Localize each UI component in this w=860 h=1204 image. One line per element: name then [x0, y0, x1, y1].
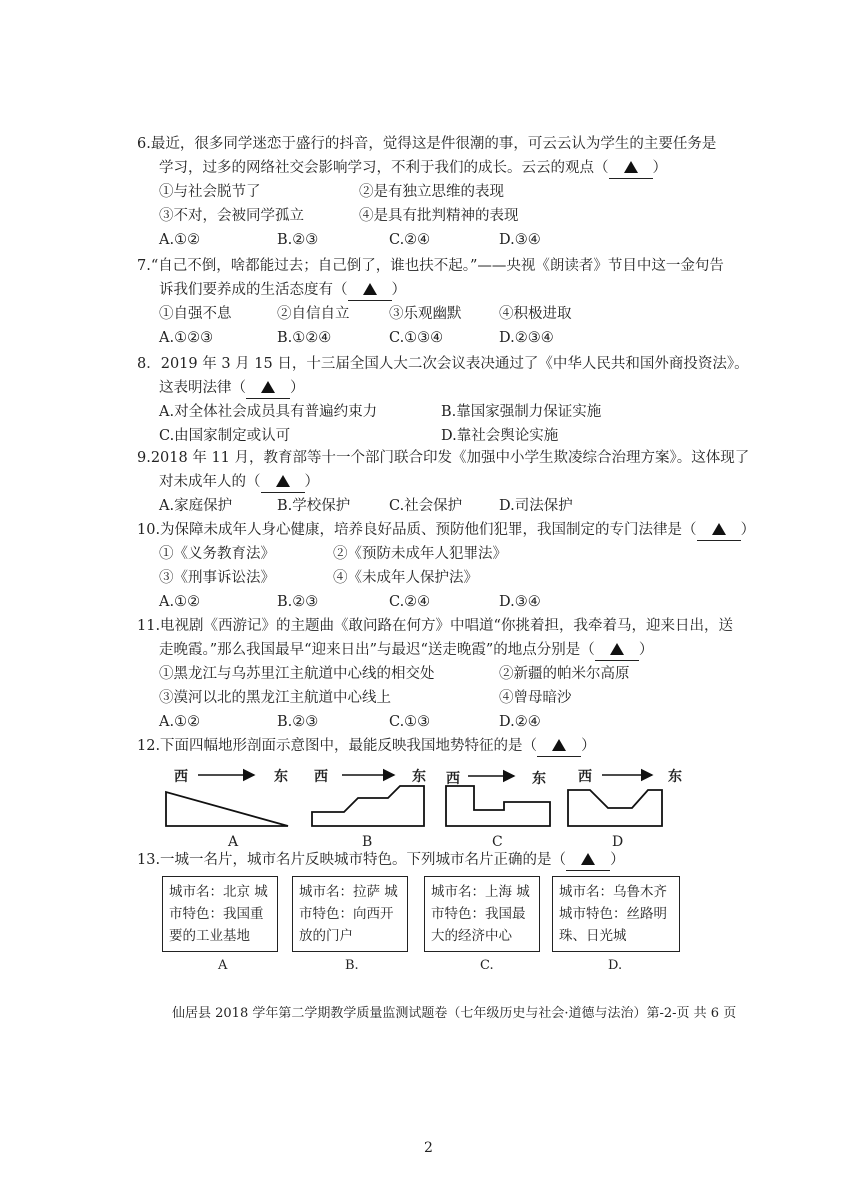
item: ②《预防未成年人犯罪法》 — [333, 546, 507, 562]
question-8-options-row-2 — [137, 424, 749, 448]
option-b[interactable]: B.靠国家强制力保证实施 — [441, 404, 602, 420]
city-card-label-c: C. — [480, 958, 494, 973]
item: ②是有独立思维的表现 — [359, 184, 504, 200]
item: ④曾母暗沙 — [499, 690, 572, 706]
triangle-icon — [276, 475, 290, 487]
question-8-stem-1: 8．2019 年 3 月 15 日，十三届全国人大二次会议表决通过了《中华人民共和国外商投资法》。 — [137, 356, 749, 372]
profile-label-c[interactable]: C — [492, 834, 503, 850]
profile-c — [446, 786, 550, 826]
question-12 — [137, 734, 596, 758]
terrain-svg — [162, 764, 722, 854]
item: ②自信自立 — [277, 306, 350, 322]
answer-blank[interactable] — [595, 642, 639, 661]
item: ③《刑事诉讼法》 — [159, 570, 275, 586]
question-10 — [137, 518, 755, 614]
question-11-items-row-2 — [137, 686, 733, 710]
question-10-stem: 10.为保障未成年人身心健康，培养良好品质、预防他们犯罪，我国制定的专门法律是（ ） — [137, 518, 755, 542]
answer-blank[interactable] — [537, 738, 581, 757]
question-9-options — [137, 494, 749, 518]
answer-blank[interactable] — [246, 380, 290, 399]
option-c[interactable]: C.由国家制定或认可 — [159, 428, 291, 444]
city-card-b[interactable]: 城市名：拉萨 城市特色：向西开放的门户 — [292, 876, 408, 952]
city-card-a[interactable]: 城市名：北京 城市特色：我国重要的工业基地 — [162, 876, 278, 952]
east-label: 东 — [532, 771, 546, 787]
question-11-stem-1: 11.电视剧《西游记》的主题曲《敢问路在何方》中唱道“你挑着担，我牵着马，迎来日出，送 — [137, 618, 733, 634]
triangle-icon — [261, 381, 275, 393]
option-a[interactable]: A.对全体社会成员具有普遍约束力 — [159, 404, 378, 420]
triangle-icon — [624, 161, 638, 173]
option-a[interactable]: A.①② — [159, 232, 201, 248]
item: ④《未成年人保护法》 — [333, 570, 478, 586]
west-label: 西 — [314, 769, 328, 785]
item: ④积极进取 — [499, 306, 572, 322]
question-12-stem: 12.下面四幅地形剖面示意图中，最能反映我国地势特征的是（ ） — [137, 734, 596, 758]
question-13-stem: 13.一城一名片，城市名片反映城市特色。下列城市名片正确的是（ ） — [137, 848, 625, 872]
question-13 — [137, 848, 625, 872]
question-9-stem-2: 对未成年人的（ ） — [137, 470, 749, 494]
answer-blank[interactable] — [609, 160, 653, 179]
question-7-stem-1: 7.“自己不倒，啥都能过去；自己倒了，谁也扶不起。”——央视《朗读者》节目中这一金句告 — [137, 258, 724, 274]
question-7-items — [137, 302, 724, 326]
city-card-d[interactable]: 城市名：乌鲁木齐 城市特色：丝路明珠、日光城 — [552, 876, 680, 952]
question-6-stem-1: 6.最近，很多同学迷恋于盛行的抖音，觉得这是件很潮的事，可云云认为学生的主要任务是 — [137, 136, 717, 152]
question-7 — [137, 254, 724, 350]
profile-label-d[interactable]: D — [612, 834, 624, 850]
option-c[interactable]: C.①③④ — [389, 330, 444, 346]
profile-d — [568, 790, 662, 826]
answer-blank[interactable] — [348, 282, 392, 301]
east-label: 东 — [274, 769, 288, 785]
question-6-options — [137, 228, 716, 252]
triangle-icon — [712, 523, 726, 535]
question-6-items-row-2 — [137, 204, 716, 228]
profile-a — [166, 792, 288, 826]
triangle-icon — [363, 283, 377, 295]
option-b[interactable]: B.学校保护 — [277, 498, 351, 514]
option-a[interactable]: A.①② — [159, 714, 201, 730]
item: ④是具有批判精神的表现 — [359, 208, 519, 224]
option-a[interactable]: A.①②③ — [159, 330, 214, 346]
option-b[interactable]: B.①②④ — [277, 330, 332, 346]
question-11 — [137, 614, 733, 734]
question-7-stem-2: 诉我们要养成的生活态度有（ ） — [137, 278, 724, 302]
option-d[interactable]: D.司法保护 — [499, 498, 573, 514]
question-11-stem-2: 走晚霞。”那么我国最早“迎来日出”与最迟“送走晚霞”的地点分别是（ ） — [137, 638, 733, 662]
east-label: 东 — [412, 769, 426, 785]
question-10-items-row-2 — [137, 566, 755, 590]
option-a[interactable]: A.①② — [159, 594, 201, 610]
question-10-options — [137, 590, 755, 614]
answer-blank[interactable] — [697, 522, 741, 541]
option-b[interactable]: B.②③ — [277, 714, 319, 730]
west-label: 西 — [446, 771, 460, 787]
question-11-items-row-1 — [137, 662, 733, 686]
item: ①自强不息 — [159, 306, 232, 322]
item: ③漠河以北的黑龙江主航道中心线上 — [159, 690, 391, 706]
question-6-stem-2: 学习，过多的网络社交会影响学习，不利于我们的成长。云云的观点（ ） — [137, 156, 716, 180]
city-card-label-d: D. — [608, 958, 623, 973]
city-card-label-a: A — [218, 958, 228, 973]
triangle-icon — [552, 739, 566, 751]
item: ②新疆的帕米尔高原 — [499, 666, 630, 682]
option-c[interactable]: C.②④ — [389, 232, 431, 248]
triangle-icon — [610, 643, 624, 655]
item: ①《义务教育法》 — [159, 546, 275, 562]
option-b[interactable]: B.②③ — [277, 594, 319, 610]
answer-blank[interactable] — [566, 852, 610, 871]
option-b[interactable]: B.②③ — [277, 232, 319, 248]
west-label: 西 — [174, 769, 188, 785]
option-d[interactable]: D.②④ — [499, 714, 541, 730]
question-9 — [137, 446, 749, 518]
question-10-items-row-1 — [137, 542, 755, 566]
question-8-stem-2: 这表明法律（ ） — [137, 376, 749, 400]
west-label: 西 — [578, 769, 592, 785]
option-a[interactable]: A.家庭保护 — [159, 498, 233, 514]
city-card-c[interactable]: 城市名：上海 城市特色：我国最大的经济中心 — [424, 876, 540, 952]
triangle-icon — [581, 853, 595, 865]
item: ③乐观幽默 — [389, 306, 462, 322]
question-6 — [137, 132, 716, 252]
page-footer: 仙居县 2018 学年第二学期教学质量监测试题卷（七年级历史与社会·道德与法治）第-2-页 共 6 页 — [172, 1006, 737, 1021]
item: ①黑龙江与乌苏里江主航道中心线的相交处 — [159, 666, 435, 682]
option-d[interactable]: D.靠社会舆论实施 — [441, 428, 559, 444]
question-11-options — [137, 710, 733, 734]
option-c[interactable]: C.②④ — [389, 594, 431, 610]
option-d[interactable]: D.③④ — [499, 594, 541, 610]
answer-blank[interactable] — [261, 474, 305, 493]
option-c[interactable]: C.①③ — [389, 714, 431, 730]
item: ③不对，会被同学孤立 — [159, 208, 304, 224]
option-c[interactable]: C.社会保护 — [389, 498, 463, 514]
east-label: 东 — [668, 769, 682, 785]
question-9-stem-1: 9.2018 年 11 月，教育部等十一个部门联合印发《加强中小学生欺凌综合治理方案》。这体现了 — [137, 450, 750, 466]
page-number: 2 — [424, 1140, 433, 1156]
item: ①与社会脱节了 — [159, 184, 261, 200]
profile-label-b[interactable]: B — [362, 834, 373, 850]
question-7-options — [137, 326, 724, 350]
question-8-options-row-1 — [137, 400, 749, 424]
question-6-items-row-1 — [137, 180, 716, 204]
city-card-label-b: B. — [345, 958, 359, 973]
profile-label-a[interactable]: A — [228, 834, 239, 850]
option-d[interactable]: D.③④ — [499, 232, 541, 248]
option-d[interactable]: D.②③④ — [499, 330, 554, 346]
question-8 — [137, 352, 749, 448]
profile-b — [312, 786, 424, 826]
terrain-profiles — [162, 764, 722, 854]
